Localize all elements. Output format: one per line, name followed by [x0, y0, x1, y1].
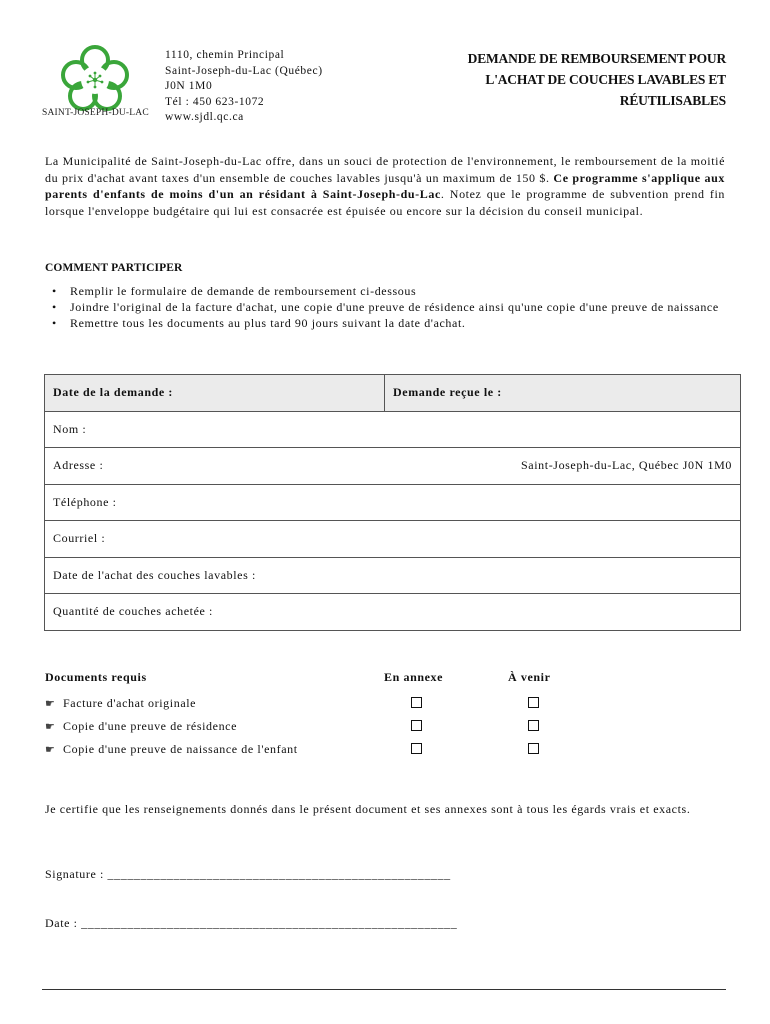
title-line: DEMANDE DE REMBOURSEMENT POUR	[467, 51, 726, 66]
pointing-hand-icon: ☛	[45, 744, 56, 756]
bottom-divider	[42, 989, 726, 990]
bullet-icon: •	[52, 316, 57, 330]
telephone-field[interactable]: Téléphone :	[45, 484, 741, 521]
document-row	[45, 719, 237, 734]
quantite-field[interactable]: Quantité de couches achetée :	[45, 594, 741, 631]
nom-field[interactable]: Nom :	[45, 411, 741, 448]
logo-caption: SAINT-JOSEPH-DU-LAC	[42, 108, 149, 118]
phone-line: Tél : 450 623-1072	[165, 95, 265, 108]
list-item-text: Remettre tous les documents au plus tard 90 jours suivant la date d'achat.	[70, 316, 466, 330]
document-label: Copie d'une preuve de résidence	[63, 719, 238, 733]
intro-text-end: . Notez que le programme de subvention prend fin lorsque l'enveloppe budgétaire qui lui est consacrée est épuisée ou encore sur la décision du conseil municipal.	[45, 187, 725, 218]
list-item	[52, 299, 722, 315]
participate-list	[52, 283, 722, 331]
date-achat-field[interactable]: Date de l'achat des couches lavables :	[45, 557, 741, 594]
address-line: Saint-Joseph-du-Lac (Québec)	[165, 64, 323, 77]
intro-paragraph	[45, 153, 725, 219]
document-row	[45, 696, 196, 711]
col-a-venir: À venir	[508, 670, 551, 684]
documents-section	[45, 670, 745, 770]
form-header-row	[45, 375, 741, 412]
document-title	[426, 48, 726, 111]
address-line: 1110, chemin Principal	[165, 49, 285, 61]
document-row	[45, 742, 298, 757]
checkbox-venir-facture[interactable]	[528, 697, 539, 708]
date-demande-field[interactable]: Date de la demande :	[45, 375, 385, 412]
pointing-hand-icon: ☛	[45, 698, 56, 710]
website-link[interactable]: www.sjdl.qc.ca	[165, 111, 244, 123]
participate-heading: COMMENT PARTICIPER	[45, 262, 183, 274]
adresse-label: Adresse :	[53, 458, 104, 473]
intro-bold-text: Ce programme s'applique aux parents d'enfants de moins d'un an résidant à Saint-Joseph-du-Lac	[45, 170, 725, 201]
address-block	[165, 48, 323, 126]
list-item-text: Remplir le formulaire de demande de remboursement ci-dessous	[70, 284, 417, 298]
checkbox-annexe-residence[interactable]	[411, 720, 422, 731]
adresse-field[interactable]	[45, 448, 741, 485]
list-item	[52, 283, 722, 299]
list-item	[52, 315, 722, 331]
address-line: J0N 1M0	[165, 80, 213, 92]
intro-text: La Municipalité de Saint-Joseph-du-Lac offre, dans un souci de protection de l'environnement, le remboursement de la moitié du prix d'achat avant taxes d'un ensemble de couches lavables jusqu'à un maximum de 150 $.	[45, 154, 725, 185]
bullet-icon: •	[52, 300, 57, 314]
checkbox-venir-residence[interactable]	[528, 720, 539, 731]
checkbox-annexe-naissance[interactable]	[411, 743, 422, 754]
courriel-field[interactable]: Courriel :	[45, 521, 741, 558]
checkbox-venir-naissance[interactable]	[528, 743, 539, 754]
document-label: Copie d'une preuve de naissance de l'enfant	[63, 742, 298, 756]
signature-line[interactable]: Signature : ____________________________________________________	[45, 867, 451, 881]
certification-text: Je certifie que les renseignements donnés dans le présent document et ses annexes sont à tous les égards vrais et exacts.	[45, 802, 691, 816]
pointing-hand-icon: ☛	[45, 721, 56, 733]
date-line[interactable]: Date : _________________________________________________________	[45, 916, 458, 930]
demande-recue-field[interactable]: Demande reçue le :	[385, 375, 741, 412]
col-en-annexe: En annexe	[384, 670, 444, 684]
list-item-text: Joindre l'original de la facture d'achat, une copie d'une preuve de résidence ainsi qu'une copie d'une preuve de naissance	[70, 300, 719, 314]
documents-heading: Documents requis	[45, 670, 147, 684]
bullet-icon: •	[52, 284, 57, 298]
title-line: L'ACHAT DE COUCHES LAVABLES ET	[485, 72, 726, 87]
adresse-city: Saint-Joseph-du-Lac, Québec J0N 1M0	[521, 458, 732, 473]
application-form	[44, 374, 741, 631]
checkbox-annexe-facture[interactable]	[411, 697, 422, 708]
document-label: Facture d'achat originale	[63, 696, 197, 710]
title-line: RÉUTILISABLES	[619, 93, 726, 108]
